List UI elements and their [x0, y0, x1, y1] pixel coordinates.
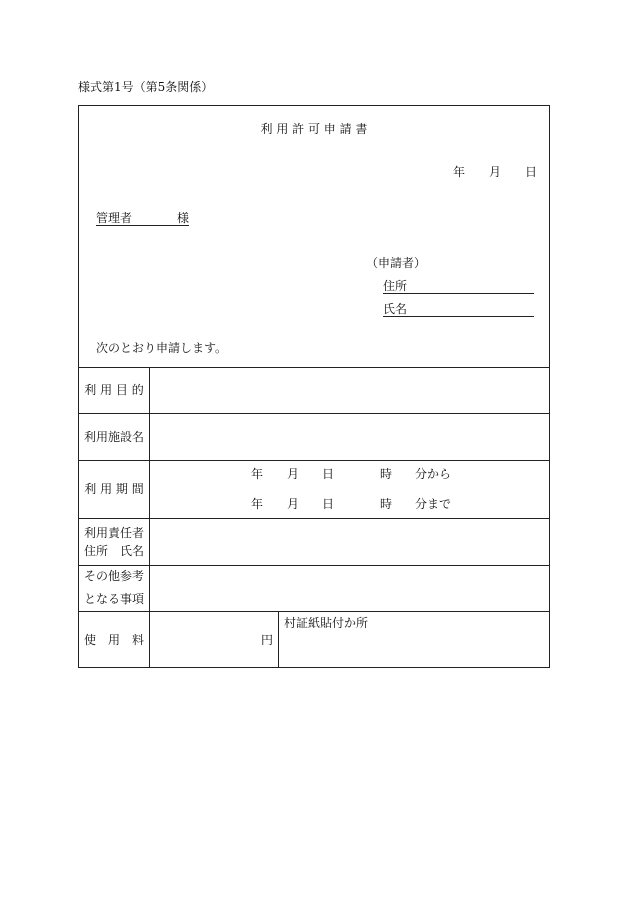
responsible-label-line1: 利用責任者 — [83, 525, 144, 540]
fee-column-divider — [278, 611, 279, 668]
other-label-line2: となる事項 — [83, 592, 144, 606]
facility-label: 利用施設名 — [83, 429, 144, 444]
applicant-address-label: 住所 — [383, 279, 408, 293]
responsible-label — [79, 518, 149, 565]
start-minute-from: 分から — [415, 467, 452, 481]
stamp-area-label: 村証紙貼付か所 — [284, 616, 369, 630]
addressee-prefix: 管理者 — [96, 211, 133, 225]
fee-label: 使 用 料 — [83, 632, 144, 647]
addressee-suffix: 様 — [176, 211, 189, 225]
end-minute-until: 分まで — [415, 497, 452, 511]
fee-currency: 円 — [261, 633, 274, 647]
date-day: 日 — [525, 165, 538, 179]
applicant-heading: （申請者） — [366, 256, 427, 270]
form-number: 様式第1号（第5条関係） — [78, 80, 214, 94]
applicant-name-line — [383, 303, 534, 317]
addressee-line — [96, 212, 189, 226]
responsible-label-line2: 住所 氏名 — [83, 543, 144, 558]
applicant-address-line — [383, 280, 534, 294]
end-hour: 時 — [380, 497, 393, 511]
start-year: 年 — [251, 467, 264, 481]
date-month: 月 — [489, 165, 502, 179]
end-year: 年 — [251, 497, 264, 511]
label-column-divider — [149, 367, 150, 668]
applicant-name-label: 氏名 — [383, 302, 408, 316]
other-label-line1: その他参考 — [83, 569, 144, 584]
start-month: 月 — [287, 467, 300, 481]
end-month: 月 — [287, 497, 300, 511]
other-label — [79, 565, 149, 611]
purpose-label: 利 用 目 的 — [84, 383, 144, 397]
intro-text: 次のとおり申請します。 — [96, 341, 228, 355]
start-day: 日 — [322, 467, 335, 481]
application-form — [78, 105, 550, 668]
end-day: 日 — [322, 497, 335, 511]
date-year: 年 — [453, 165, 466, 179]
period-label: 利 用 期 間 — [84, 482, 144, 496]
start-hour: 時 — [380, 467, 393, 481]
form-title: 利 用 許 可 申 請 書 — [260, 122, 368, 136]
